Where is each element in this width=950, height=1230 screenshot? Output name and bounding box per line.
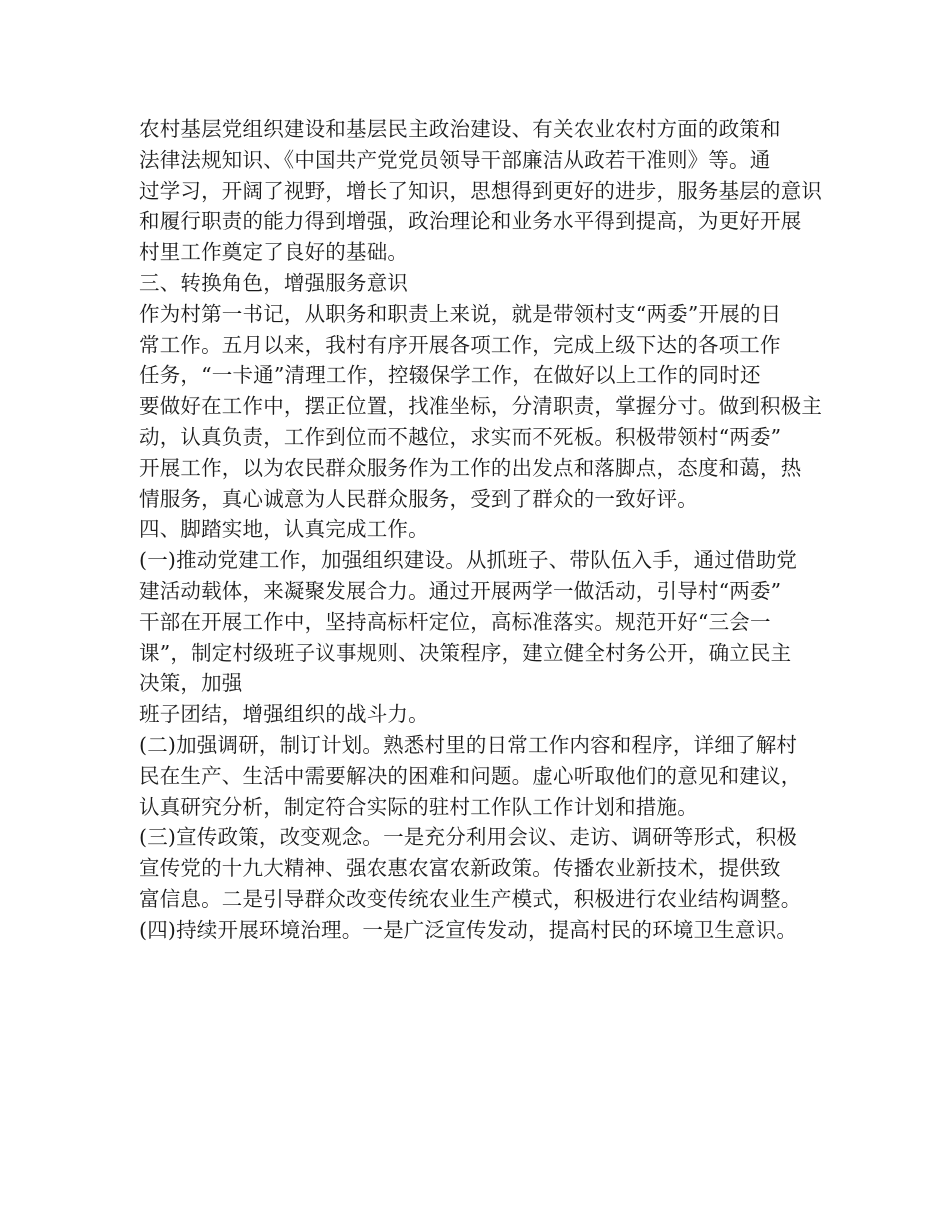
text-line: 任务，“一卡通”清理工作，控辍保学工作，在做好以上工作的同时还 [139,363,761,388]
text-line: 情服务，真心诚意为人民群众服务，受到了群众的一致好评。 [139,486,698,511]
text-line: 和履行职责的能力得到增强，政治理论和业务水平得到提高，为更好开展 [139,209,802,234]
text-line: 动，认真负责，工作到位而不越位，求实而不死板。积极带领村“两委” [139,424,782,449]
text-line: 课”，制定村级班子议事规则、决策程序，建立健全村务公开，确立民主 [139,640,792,665]
text-line: 建活动载体，来凝聚发展合力。通过开展两学一做活动，引导村“两委” [139,578,782,603]
text-line: 干部在开展工作中，坚持高标杆定位，高标准落实。规范开好“三会一 [139,609,771,634]
text-line: 过学习，开阔了视野，增长了知识，思想得到更好的进步，服务基层的意识 [139,178,823,203]
text-line: (四)持续开展环境治理。一是广泛宣传发动，提高村民的环境卫生意识。 [139,917,798,942]
text-line: (一)推动党建工作，加强组织建设。从抓班子、带队伍入手，通过借助党 [139,548,798,573]
text-line: 作为村第一书记，从职务和职责上来说，就是带领村支“两委”开展的日 [139,301,782,326]
text-line: 农村基层党组织建设和基层民主政治建设、有关农业农村方面的政策和 [139,117,781,141]
text-line: (二)加强调研，制订计划。熟悉村里的日常工作内容和程序，详细了解村 [139,732,798,757]
text-line: 决策，加强 [139,671,243,696]
text-line: 常工作。五月以来，我村有序开展各项工作，完成上级下达的各项工作 [139,332,781,357]
text-line: 富信息。二是引导群众改变传统农业生产模式，积极进行农业结构调整。 [139,886,802,911]
document-body [139,114,825,946]
text-line: 村里工作奠定了良好的基础。 [139,240,409,265]
section-heading: 四、脚踏实地，认真完成工作。 [139,517,429,542]
text-line: 宣传党的十九大精神、强农惠农富农新政策。传播农业新技术，提供致 [139,856,781,881]
section-heading: 三、转换角色，增强服务意识 [139,270,409,295]
text-line: 认真研究分析，制定符合实际的驻村工作队工作计划和措施。 [139,794,698,819]
text-line: 民在生产、生活中需要解决的困难和问题。虚心听取他们的意见和建议， [139,763,802,788]
text-line: (三)宣传政策，改变观念。一是充分利用会议、走访、调研等形式，积极 [139,825,798,850]
text-line: 要做好在工作中，摆正位置，找准坐标，分清职责，掌握分寸。做到积极主 [139,394,823,419]
text-line: 法律法规知识、《中国共产党党员领导干部廉洁从政若干准则》等。通 [139,147,771,172]
text-line: 班子团结，增强组织的战斗力。 [139,702,429,727]
text-line: 开展工作，以为农民群众服务作为工作的出发点和落脚点，态度和蔼，热 [139,455,802,480]
